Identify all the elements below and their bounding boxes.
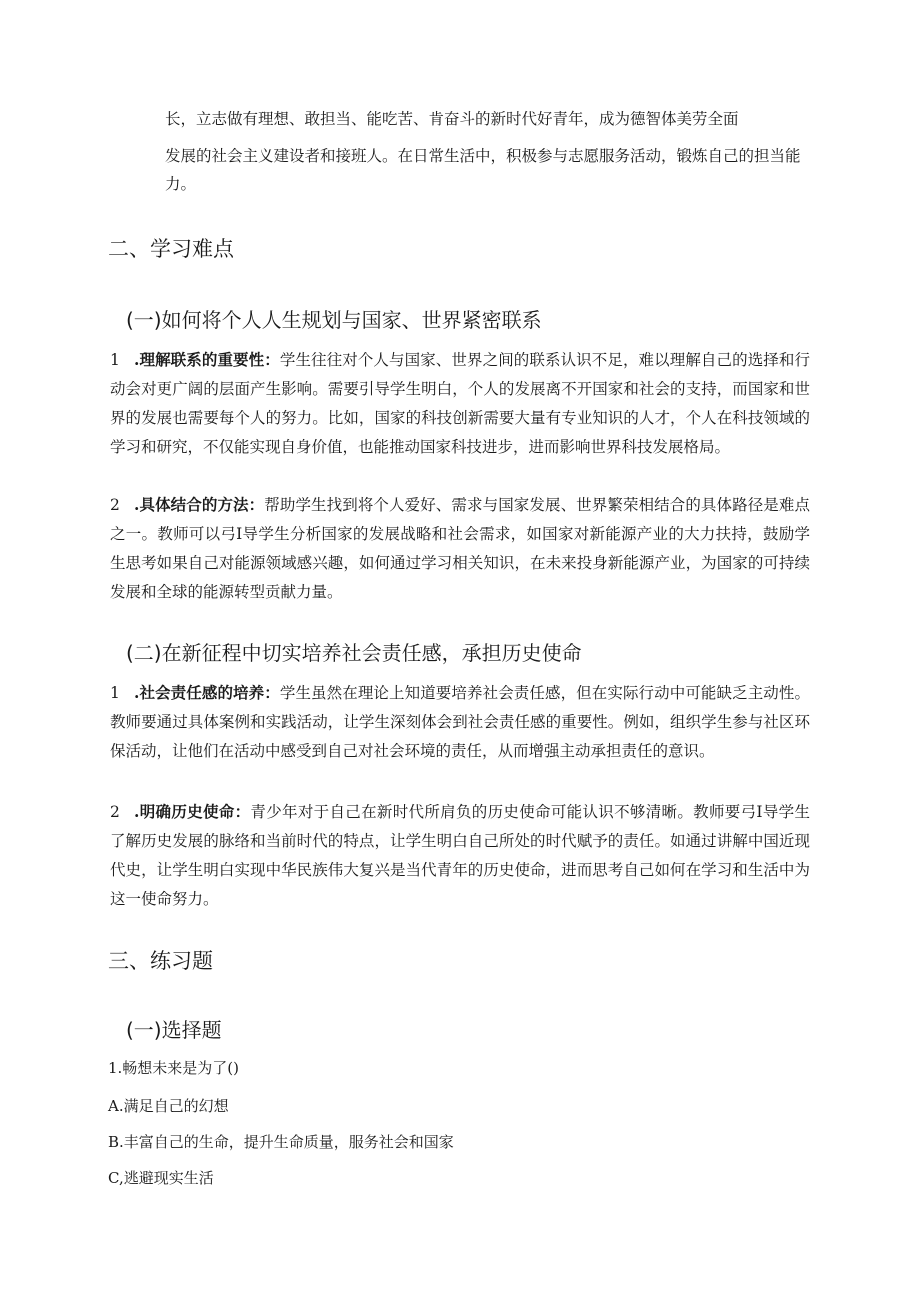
section-title-exercises: 三、练习题 <box>108 949 213 973</box>
item-label: .理解联系的重要性： <box>134 350 280 369</box>
continuation-line-1: 长，立志做有理想、敢担当、能吃苦、肯奋斗的新时代好青年，成为德智体美劳全面 <box>165 110 739 128</box>
item-label: .社会责任感的培养： <box>134 683 280 702</box>
item-text: 青少年对于自己在新时代所肩负的历史使命可能认识不够清晰。教师要弓I导学生了解历史发展的脉络和当前时代的特点，让学生明白自己所处的时代赋予的责任。如通过讲解中国近现代史，让学生明白实现中华民族伟大复兴是当代青年的历史使命，进而思考自己如何在学习和生活中为这一使命努力。 <box>110 803 810 908</box>
continuation-line-2: 发展的社会主义建设者和接班人。在日常生活中，积极参与志愿服务活动，锻炼自己的担当能力。 <box>165 147 801 193</box>
item-number: 1 <box>110 351 120 369</box>
subsection-title-2: (二)在新征程中切实培养社会责任感，承担历史使命 <box>126 641 582 665</box>
item-label: .具体结合的方法： <box>134 495 265 514</box>
item-number: 1 <box>110 684 120 702</box>
list-item <box>110 678 810 766</box>
item-text: 帮助学生找到将个人爱好、需求与国家发展、世界繁荣相结合的具体路径是难点之一。教师可以弓I导学生分析国家的发展战略和社会需求，如国家对新能源产业的大力扶持，鼓励学生思考如果自己对能源领域感兴趣，如何通过学习相关知识，在未来投身新能源产业，为国家的可持续发展和全球的能源转型贡献力量。 <box>110 496 810 601</box>
subsection-title-choice: (一)选择题 <box>126 1018 222 1042</box>
list-item <box>110 345 810 462</box>
section-title-difficulties: 二、学习难点 <box>108 237 234 261</box>
item-number: 2 <box>110 496 120 514</box>
list-item <box>110 797 810 914</box>
question-text: 1.畅想未来是为了() <box>108 1059 240 1077</box>
item-number: 2 <box>110 803 120 821</box>
item-text: 学生往往对个人与国家、世界之间的联系认识不足，难以理解自己的选择和行动会对更广阔的层面产生影响。需要引导学生明白，个人的发展离不开国家和社会的支持，而国家和世界的发展也需要每个人的努力。比如，国家的科技创新需要大量有专业知识的人才，个人在科技领域的学习和研究，不仅能实现自身价值，也能推动国家科技进步，进而影响世界科技发展格局。 <box>110 351 810 456</box>
option-b: B.丰富自己的生命，提升生命质量，服务社会和国家 <box>108 1133 454 1151</box>
list-item <box>110 490 810 607</box>
option-c: C,逃避现实生活 <box>108 1169 214 1187</box>
subsection-title-1: (一)如何将个人人生规划与国家、世界紧密联系 <box>126 308 542 332</box>
option-a: A.满足自己的幻想 <box>108 1097 229 1115</box>
item-text: 学生虽然在理论上知道要培养社会责任感，但在实际行动中可能缺乏主动性。教师要通过具体案例和实践活动，让学生深刻体会到社会责任感的重要性。例如，组织学生参与社区环保活动，让他们在活动中感受到自己对社会环境的责任，从而增强主动承担责任的意识。 <box>110 684 810 760</box>
item-label: .明确历史使命： <box>134 802 251 821</box>
